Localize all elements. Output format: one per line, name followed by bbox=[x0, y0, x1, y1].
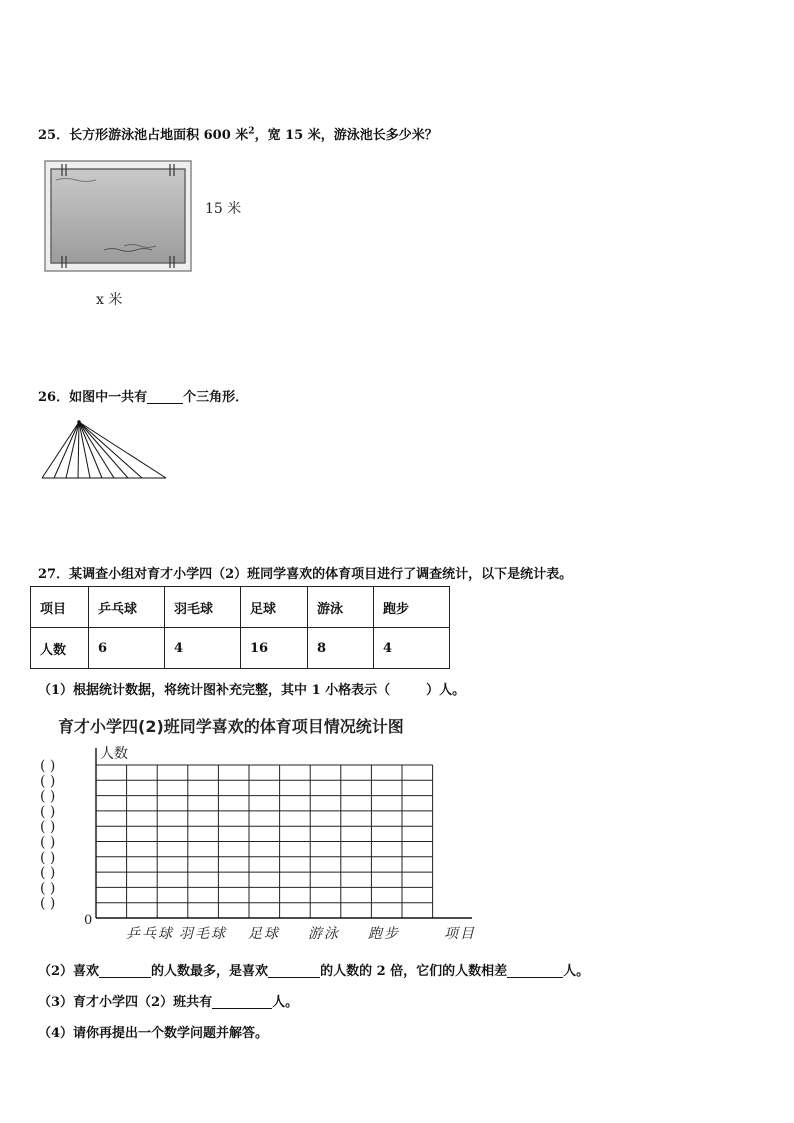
q25-text-b: ，宽 15 米，游泳池长多少米？ bbox=[254, 128, 438, 143]
y-tick-label: ( ) bbox=[40, 819, 56, 836]
q27-sub3 bbox=[38, 991, 298, 1010]
category-label: 足球 bbox=[248, 926, 280, 942]
pool-width-label: 15 米 bbox=[205, 201, 242, 217]
y-tick-label: ( ) bbox=[40, 834, 56, 851]
chart-title: 育才小学四(2)班同学喜欢的体育项目情况统计图 bbox=[58, 717, 404, 736]
q27-sub2-text-b: 的人数最多，是喜欢 bbox=[151, 964, 269, 979]
table-row bbox=[31, 628, 450, 669]
q26-text bbox=[38, 386, 248, 405]
q26-number: 26． bbox=[38, 390, 70, 405]
q27-sub1 bbox=[38, 679, 465, 698]
q25-text bbox=[38, 124, 438, 143]
q27-sub2-blank-3[interactable] bbox=[507, 963, 563, 978]
table-header-row bbox=[31, 587, 450, 628]
y-tick-label: ( ) bbox=[40, 895, 56, 912]
q27-sub1-text-b: ）人。 bbox=[426, 683, 466, 698]
q27-sub2-blank-1[interactable] bbox=[99, 963, 151, 978]
q27-sub3-text-a: （3）育才小学四（2）班共有 bbox=[38, 995, 213, 1010]
q25-text-a: 长方形游泳池占地面积 600 米 bbox=[69, 128, 249, 143]
table-cell: 项目 bbox=[31, 587, 89, 628]
category-label: 跑步 bbox=[368, 926, 400, 942]
pool-length-label: x 米 bbox=[96, 292, 123, 308]
q27-intro-text: 某调查小组对育才小学四（2）班同学喜欢的体育项目进行了调查统计，以下是统计表。 bbox=[69, 567, 573, 582]
q27-sub1-text-a: （1）根据统计数据，将统计图补充完整，其中 1 小格表示（ bbox=[38, 683, 391, 698]
q27-sub3-blank[interactable] bbox=[212, 994, 272, 1009]
y-tick-label: ( ) bbox=[40, 880, 56, 897]
q26-text-a: 如图中一共有 bbox=[69, 390, 148, 405]
q25-superscript: 2 bbox=[248, 126, 255, 137]
category-label: 游泳 bbox=[308, 926, 340, 942]
y-tick-label: ( ) bbox=[40, 849, 56, 866]
y-tick-label: ( ) bbox=[40, 865, 56, 882]
origin-label: 0 bbox=[84, 913, 93, 928]
category-label: 乒乓球 bbox=[126, 926, 174, 942]
q27-sub2-text-c: 的人数的 2 倍，它们的人数相差 bbox=[320, 964, 508, 979]
table-cell: 羽毛球 bbox=[165, 587, 241, 628]
table-cell: 16 bbox=[241, 628, 308, 669]
q27-sub4: （4）请你再提出一个数学问题并解答。 bbox=[38, 1026, 269, 1041]
q27-intro bbox=[38, 563, 572, 582]
q26-answer-blank[interactable] bbox=[147, 389, 183, 404]
q27-sub2-text-d: 人。 bbox=[563, 964, 590, 979]
y-tick-label: ( ) bbox=[40, 758, 56, 774]
y-tick-label: ( ) bbox=[40, 803, 56, 820]
q27-number: 27． bbox=[38, 567, 70, 582]
q25-number: 25． bbox=[38, 128, 70, 143]
y-axis-label: 人数 bbox=[100, 746, 128, 762]
q26-text-b: 个三角形． bbox=[183, 390, 249, 405]
table-cell: 6 bbox=[89, 628, 165, 669]
table-cell: 人数 bbox=[31, 628, 89, 669]
swimming-pool-figure bbox=[44, 160, 194, 275]
x-axis-label: 项目 bbox=[444, 926, 476, 942]
table-cell: 乒乓球 bbox=[89, 587, 165, 628]
statistics-table bbox=[30, 586, 450, 669]
y-tick-label: ( ) bbox=[40, 773, 56, 790]
table-cell: 跑步 bbox=[374, 587, 450, 628]
table-cell: 游泳 bbox=[308, 587, 374, 628]
bar-chart bbox=[32, 740, 482, 945]
q27-sub2-text-a: （2）喜欢 bbox=[38, 964, 100, 979]
q27-sub2 bbox=[38, 960, 589, 979]
table-cell: 4 bbox=[165, 628, 241, 669]
table-cell: 8 bbox=[308, 628, 374, 669]
category-label: 羽毛球 bbox=[179, 926, 227, 942]
q27-sub3-text-b: 人。 bbox=[272, 995, 299, 1010]
table-cell: 足球 bbox=[241, 587, 308, 628]
q27-sub2-blank-2[interactable] bbox=[268, 963, 320, 978]
y-tick-label: ( ) bbox=[40, 788, 56, 805]
table-cell: 4 bbox=[374, 628, 450, 669]
fan-triangle-figure bbox=[38, 418, 170, 482]
